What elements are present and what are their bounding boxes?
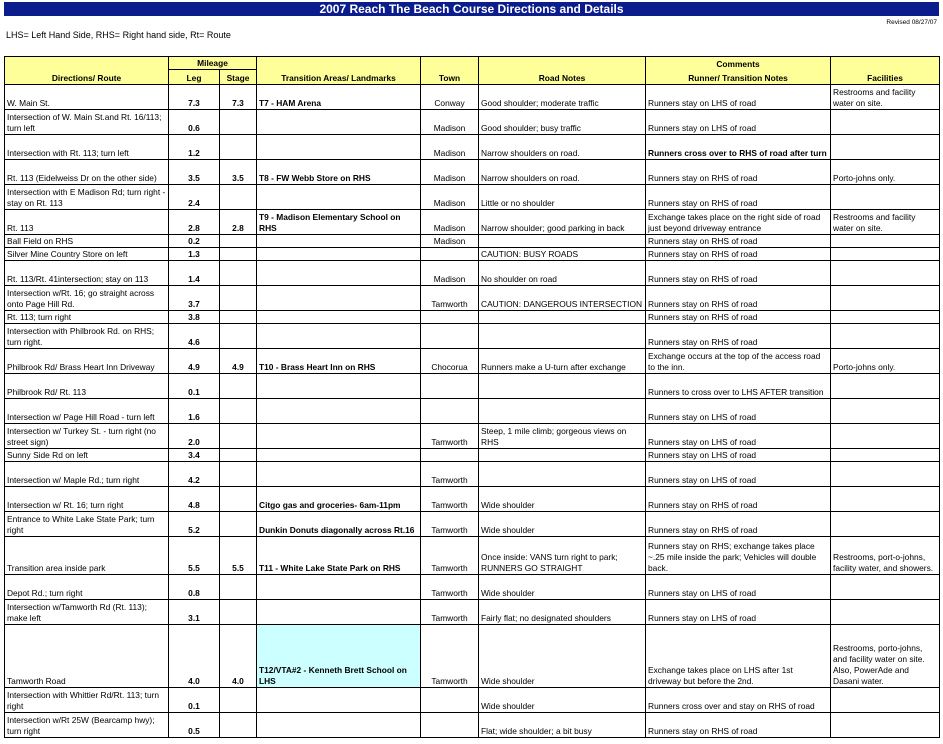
transition-cell: Citgo gas and groceries- 6am-11pm: [257, 487, 421, 512]
stage-mileage-cell: 3.5: [220, 160, 257, 185]
table-row: [5, 487, 940, 512]
town-cell: [421, 311, 479, 324]
transition-cell: T7 - HAM Arena: [257, 85, 421, 110]
direction-cell: Tamworth Road: [5, 625, 169, 688]
stage-mileage-cell: [220, 324, 257, 349]
facilities-cell: [831, 248, 940, 261]
town-cell: Madison: [421, 261, 479, 286]
table-row: [5, 160, 940, 185]
stage-mileage-cell: [220, 575, 257, 600]
road-notes-cell: [479, 235, 646, 248]
runner-notes-cell: Runners cross over to RHS of road after turn: [646, 135, 831, 160]
runner-notes-cell: Runners stay on RHS; exchange takes place ~.25 mile inside the park; Vehicles will double back.: [646, 537, 831, 575]
road-notes-cell: [479, 374, 646, 399]
road-notes-cell: Good shoulder; moderate traffic: [479, 85, 646, 110]
table-row: [5, 374, 940, 399]
direction-cell: Intersection w/Rt. 16; go straight across onto Page Hill Rd.: [5, 286, 169, 311]
direction-cell: Rt. 113/Rt. 41intersection; stay on 113: [5, 261, 169, 286]
transition-cell: [257, 110, 421, 135]
road-notes-cell: Narrow shoulders on road.: [479, 160, 646, 185]
direction-cell: Sunny Side Rd on left: [5, 449, 169, 462]
town-cell: [421, 713, 479, 738]
town-cell: [421, 248, 479, 261]
stage-mileage-cell: [220, 449, 257, 462]
table-row: [5, 110, 940, 135]
stage-mileage-cell: [220, 248, 257, 261]
town-cell: Madison: [421, 210, 479, 235]
facilities-cell: [831, 487, 940, 512]
town-cell: Tamworth: [421, 537, 479, 575]
runner-notes-cell: Exchange occurs at the top of the access road to the inn.: [646, 349, 831, 374]
runner-notes-cell: Runners stay on LHS of road: [646, 449, 831, 462]
header-transition: Transition Areas/ Landmarks: [257, 57, 421, 85]
facilities-cell: [831, 324, 940, 349]
table-row: [5, 85, 940, 110]
stage-mileage-cell: [220, 399, 257, 424]
direction-cell: Intersection of W. Main St.and Rt. 16/113; turn left: [5, 110, 169, 135]
runner-notes-cell: Runners stay on LHS of road: [646, 575, 831, 600]
direction-cell: Transition area inside park: [5, 537, 169, 575]
stage-mileage-cell: [220, 286, 257, 311]
stage-mileage-cell: [220, 110, 257, 135]
road-notes-cell: Narrow shoulders on road.: [479, 135, 646, 160]
transition-cell: [257, 600, 421, 625]
transition-cell: [257, 324, 421, 349]
stage-mileage-cell: [220, 487, 257, 512]
runner-notes-cell: Exchange takes place on the right side of road just beyond driveway entrance: [646, 210, 831, 235]
town-cell: Tamworth: [421, 487, 479, 512]
facilities-cell: Porto-johns only.: [831, 349, 940, 374]
transition-cell: [257, 248, 421, 261]
header-comments: Comments: [646, 57, 831, 70]
runner-notes-cell: Exchange takes place on LHS after 1st driveway but before the 2nd.: [646, 625, 831, 688]
leg-mileage-cell: 4.2: [169, 462, 220, 487]
road-notes-cell: Once inside: VANS turn right to park; RUNNERS GO STRAIGHT: [479, 537, 646, 575]
facilities-cell: [831, 185, 940, 210]
town-cell: Chocorua: [421, 349, 479, 374]
table-row: [5, 185, 940, 210]
stage-mileage-cell: [220, 512, 257, 537]
leg-mileage-cell: 1.6: [169, 399, 220, 424]
runner-notes-cell: Runners stay on RHS of road: [646, 261, 831, 286]
town-cell: Tamworth: [421, 424, 479, 449]
abbreviation-legend: LHS= Left Hand Side, RHS= Right hand side, Rt= Route: [6, 30, 231, 40]
table-row: [5, 625, 940, 688]
header-mileage: Mileage: [169, 57, 257, 70]
leg-mileage-cell: 0.5: [169, 713, 220, 738]
transition-cell: [257, 462, 421, 487]
direction-cell: Rt. 113 (Eidelweiss Dr on the other side): [5, 160, 169, 185]
leg-mileage-cell: 0.1: [169, 688, 220, 713]
town-cell: Tamworth: [421, 512, 479, 537]
runner-notes-cell: Runners cross over and stay on RHS of road: [646, 688, 831, 713]
direction-cell: Entrance to White Lake State Park; turn right: [5, 512, 169, 537]
town-cell: [421, 399, 479, 424]
direction-cell: Philbrook Rd/ Brass Heart Inn Driveway: [5, 349, 169, 374]
road-notes-cell: Wide shoulder: [479, 625, 646, 688]
page-title: 2007 Reach The Beach Course Directions and Details: [4, 2, 939, 16]
road-notes-cell: Flat; wide shoulder; a bit busy: [479, 713, 646, 738]
facilities-cell: [831, 110, 940, 135]
direction-cell: W. Main St.: [5, 85, 169, 110]
facilities-cell: [831, 261, 940, 286]
direction-cell: Ball Field on RHS: [5, 235, 169, 248]
runner-notes-cell: Runners stay on RHS of road: [646, 324, 831, 349]
direction-cell: Intersection w/Tamworth Rd (Rt. 113); make left: [5, 600, 169, 625]
stage-mileage-cell: [220, 688, 257, 713]
transition-cell: T8 - FW Webb Store on RHS: [257, 160, 421, 185]
leg-mileage-cell: 4.0: [169, 625, 220, 688]
header-road-notes: Road Notes: [479, 57, 646, 85]
road-notes-cell: [479, 462, 646, 487]
leg-mileage-cell: 1.3: [169, 248, 220, 261]
town-cell: Madison: [421, 110, 479, 135]
stage-mileage-cell: 7.3: [220, 85, 257, 110]
direction-cell: Intersection w/Rt 25W (Bearcamp hwy); turn right: [5, 713, 169, 738]
transition-cell: [257, 449, 421, 462]
table-row: [5, 324, 940, 349]
road-notes-cell: No shoulder on road: [479, 261, 646, 286]
stage-mileage-cell: 5.5: [220, 537, 257, 575]
facilities-cell: [831, 135, 940, 160]
leg-mileage-cell: 0.8: [169, 575, 220, 600]
header-directions: Directions/ Route: [5, 57, 169, 85]
stage-mileage-cell: [220, 261, 257, 286]
table-row: [5, 235, 940, 248]
transition-cell: [257, 374, 421, 399]
road-notes-cell: [479, 324, 646, 349]
stage-mileage-cell: [220, 311, 257, 324]
road-notes-cell: Good shoulder; busy traffic: [479, 110, 646, 135]
table-row: [5, 424, 940, 449]
transition-cell: [257, 575, 421, 600]
leg-mileage-cell: 5.5: [169, 537, 220, 575]
stage-mileage-cell: [220, 600, 257, 625]
facilities-cell: [831, 286, 940, 311]
road-notes-cell: Fairly flat; no designated shoulders: [479, 600, 646, 625]
transition-cell: [257, 399, 421, 424]
table-row: [5, 349, 940, 374]
facilities-cell: [831, 462, 940, 487]
facilities-cell: [831, 575, 940, 600]
table-row: [5, 399, 940, 424]
transition-cell: Dunkin Donuts diagonally across Rt.16: [257, 512, 421, 537]
header-stage: Stage: [220, 70, 257, 85]
road-notes-cell: [479, 449, 646, 462]
direction-cell: Rt. 113; turn right: [5, 311, 169, 324]
runner-notes-cell: Runners stay on LHS of road: [646, 110, 831, 135]
runner-notes-cell: Runners stay on RHS of road: [646, 248, 831, 261]
runner-notes-cell: Runners stay on LHS of road: [646, 424, 831, 449]
runner-notes-cell: Runners stay on RHS of road: [646, 286, 831, 311]
road-notes-cell: CAUTION: DANGEROUS INTERSECTION: [479, 286, 646, 311]
revised-date: Revised 08/27/07: [886, 19, 937, 26]
direction-cell: Intersection w/ Page Hill Road - turn left: [5, 399, 169, 424]
header-runner-notes: Runner/ Transition Notes: [646, 70, 831, 85]
facilities-cell: Restrooms and facility water on site.: [831, 85, 940, 110]
leg-mileage-cell: 3.5: [169, 160, 220, 185]
facilities-cell: [831, 449, 940, 462]
facilities-cell: [831, 235, 940, 248]
leg-mileage-cell: 0.6: [169, 110, 220, 135]
transition-cell: [257, 311, 421, 324]
road-notes-cell: [479, 311, 646, 324]
table-row: [5, 261, 940, 286]
runner-notes-cell: Runners stay on RHS of road: [646, 185, 831, 210]
road-notes-cell: Narrow shoulder; good parking in back: [479, 210, 646, 235]
direction-cell: Philbrook Rd/ Rt. 113: [5, 374, 169, 399]
town-cell: Madison: [421, 160, 479, 185]
runner-notes-cell: Runners stay on RHS of road: [646, 512, 831, 537]
facilities-cell: Restrooms and facility water on site.: [831, 210, 940, 235]
stage-mileage-cell: [220, 462, 257, 487]
runner-notes-cell: Runners stay on LHS of road: [646, 399, 831, 424]
town-cell: Tamworth: [421, 286, 479, 311]
runner-notes-cell: Runners stay on RHS of road: [646, 235, 831, 248]
facilities-cell: [831, 512, 940, 537]
leg-mileage-cell: 3.8: [169, 311, 220, 324]
direction-cell: Intersection with Whittier Rd/Rt. 113; turn right: [5, 688, 169, 713]
direction-cell: Intersection w/ Rt. 16; turn right: [5, 487, 169, 512]
stage-mileage-cell: [220, 235, 257, 248]
leg-mileage-cell: 2.4: [169, 185, 220, 210]
runner-notes-cell: Runners stay on LHS of road: [646, 462, 831, 487]
direction-cell: Silver Mine Country Store on left: [5, 248, 169, 261]
header-town: Town: [421, 57, 479, 85]
transition-cell: [257, 261, 421, 286]
stage-mileage-cell: 4.0: [220, 625, 257, 688]
course-directions-table: [4, 56, 940, 738]
table-row: [5, 462, 940, 487]
stage-mileage-cell: [220, 713, 257, 738]
header-leg: Leg: [169, 70, 220, 85]
stage-mileage-cell: [220, 374, 257, 399]
transition-cell: T10 - Brass Heart Inn on RHS: [257, 349, 421, 374]
transition-cell: T9 - Madison Elementary School on RHS: [257, 210, 421, 235]
table-row: [5, 135, 940, 160]
transition-cell: [257, 713, 421, 738]
facilities-cell: Porto-johns only.: [831, 160, 940, 185]
table-row: [5, 688, 940, 713]
town-cell: Conway: [421, 85, 479, 110]
road-notes-cell: Wide shoulder: [479, 575, 646, 600]
runner-notes-cell: Runners stay on RHS of road: [646, 160, 831, 185]
town-cell: Tamworth: [421, 575, 479, 600]
leg-mileage-cell: 4.6: [169, 324, 220, 349]
town-cell: Madison: [421, 185, 479, 210]
runner-notes-cell: Runners to cross over to LHS AFTER transition: [646, 374, 831, 399]
facilities-cell: Restrooms, porto-johns, and facility water on site. Also, PowerAde and Dasani water.: [831, 625, 940, 688]
transition-cell: T12/VTA#2 - Kenneth Brett School on LHS: [257, 625, 421, 688]
road-notes-cell: Steep, 1 mile climb; gorgeous views on RHS: [479, 424, 646, 449]
facilities-cell: [831, 311, 940, 324]
leg-mileage-cell: 3.4: [169, 449, 220, 462]
direction-cell: Intersection w/ Turkey St. - turn right (no street sign): [5, 424, 169, 449]
leg-mileage-cell: 4.9: [169, 349, 220, 374]
table-row: [5, 311, 940, 324]
road-notes-cell: Little or no shoulder: [479, 185, 646, 210]
direction-cell: Depot Rd.; turn right: [5, 575, 169, 600]
stage-mileage-cell: 2.8: [220, 210, 257, 235]
facilities-cell: [831, 374, 940, 399]
leg-mileage-cell: 1.4: [169, 261, 220, 286]
direction-cell: Rt. 113: [5, 210, 169, 235]
leg-mileage-cell: 0.1: [169, 374, 220, 399]
transition-cell: [257, 286, 421, 311]
table-row: [5, 210, 940, 235]
runner-notes-cell: Runners stay on RHS of road: [646, 713, 831, 738]
town-cell: [421, 688, 479, 713]
road-notes-cell: Wide shoulder: [479, 688, 646, 713]
runner-notes-cell: Runners stay on LHS of road: [646, 85, 831, 110]
transition-cell: [257, 235, 421, 248]
leg-mileage-cell: 3.1: [169, 600, 220, 625]
transition-cell: [257, 185, 421, 210]
direction-cell: Intersection with E Madison Rd; turn right - stay on Rt. 113: [5, 185, 169, 210]
facilities-cell: [831, 600, 940, 625]
town-cell: [421, 449, 479, 462]
leg-mileage-cell: 3.7: [169, 286, 220, 311]
direction-cell: Intersection with Rt. 113; turn left: [5, 135, 169, 160]
runner-notes-cell: Runners stay on RHS of road: [646, 311, 831, 324]
header-facilities: Facilities: [831, 57, 940, 85]
transition-cell: [257, 135, 421, 160]
table-row: [5, 248, 940, 261]
leg-mileage-cell: 5.2: [169, 512, 220, 537]
road-notes-cell: CAUTION: BUSY ROADS: [479, 248, 646, 261]
transition-cell: [257, 424, 421, 449]
road-notes-cell: Runners make a U-turn after exchange: [479, 349, 646, 374]
direction-cell: Intersection with Philbrook Rd. on RHS; turn right.: [5, 324, 169, 349]
town-cell: Tamworth: [421, 625, 479, 688]
table-row: [5, 575, 940, 600]
leg-mileage-cell: 0.2: [169, 235, 220, 248]
runner-notes-cell: Runners stay on LHS of road: [646, 600, 831, 625]
town-cell: Madison: [421, 235, 479, 248]
road-notes-cell: Wide shoulder: [479, 487, 646, 512]
leg-mileage-cell: 2.8: [169, 210, 220, 235]
town-cell: Madison: [421, 135, 479, 160]
stage-mileage-cell: [220, 424, 257, 449]
facilities-cell: [831, 424, 940, 449]
leg-mileage-cell: 2.0: [169, 424, 220, 449]
table-row: [5, 449, 940, 462]
runner-notes-cell: Runners stay on RHS of road: [646, 487, 831, 512]
town-cell: Tamworth: [421, 600, 479, 625]
facilities-cell: [831, 713, 940, 738]
facilities-cell: Restrooms, port-o-johns, facility water, and showers.: [831, 537, 940, 575]
town-cell: [421, 374, 479, 399]
leg-mileage-cell: 7.3: [169, 85, 220, 110]
table-row: [5, 713, 940, 738]
road-notes-cell: [479, 399, 646, 424]
table-body: [5, 85, 940, 738]
transition-cell: T11 - White Lake State Park on RHS: [257, 537, 421, 575]
table-row: [5, 286, 940, 311]
stage-mileage-cell: [220, 135, 257, 160]
transition-cell: [257, 688, 421, 713]
table-row: [5, 512, 940, 537]
leg-mileage-cell: 4.8: [169, 487, 220, 512]
direction-cell: Intersection w/ Maple Rd.; turn right: [5, 462, 169, 487]
road-notes-cell: Wide shoulder: [479, 512, 646, 537]
table-row: [5, 537, 940, 575]
town-cell: [421, 324, 479, 349]
facilities-cell: [831, 399, 940, 424]
leg-mileage-cell: 1.2: [169, 135, 220, 160]
facilities-cell: [831, 688, 940, 713]
stage-mileage-cell: 4.9: [220, 349, 257, 374]
table-row: [5, 600, 940, 625]
stage-mileage-cell: [220, 185, 257, 210]
town-cell: Tamworth: [421, 462, 479, 487]
